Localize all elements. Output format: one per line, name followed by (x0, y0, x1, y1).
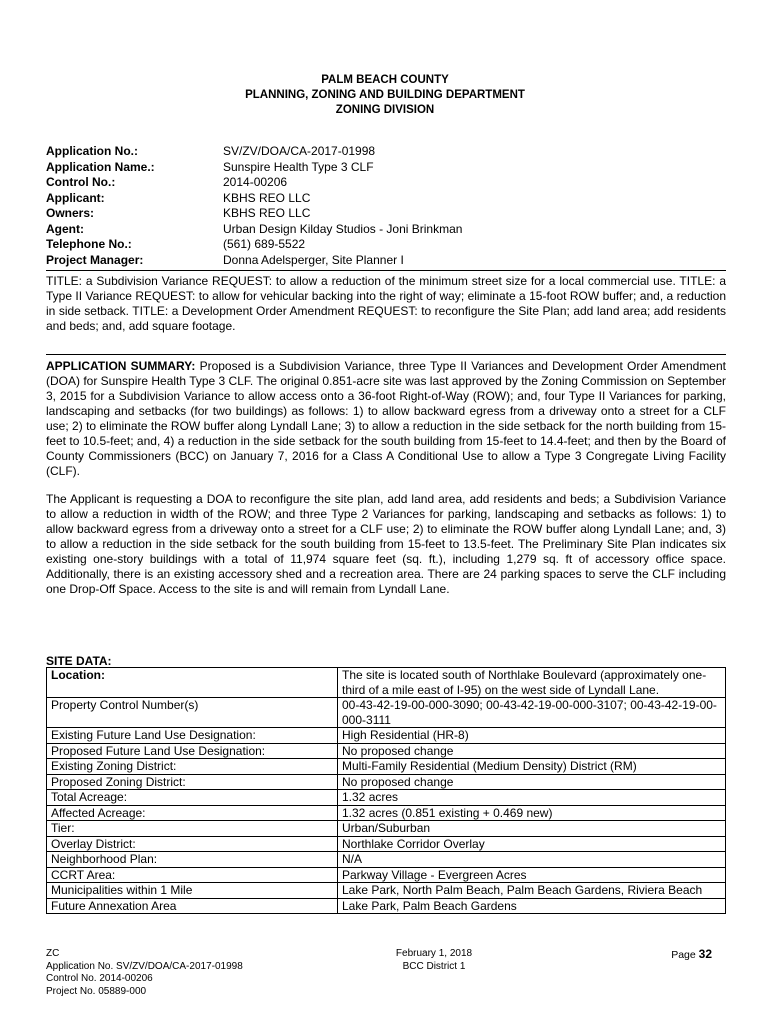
info-label: Agent: (46, 221, 84, 236)
info-value: (561) 689-5522 (223, 237, 306, 251)
info-row (46, 144, 726, 160)
table-row (47, 759, 726, 775)
site-key: Future Annexation Area (47, 898, 338, 914)
page-number: 32 (698, 947, 712, 961)
table-row (47, 836, 726, 852)
info-row (46, 222, 726, 238)
header-division: ZONING DIVISION (335, 104, 435, 116)
page-label: Page (671, 949, 696, 961)
info-row (46, 206, 726, 222)
site-value: Northlake Corridor Overlay (338, 836, 726, 852)
info-row (46, 253, 726, 269)
site-key: Proposed Future Land Use Designation: (47, 743, 338, 759)
application-info (46, 144, 726, 268)
site-key: Total Acreage: (47, 790, 338, 806)
title-request-block: TITLE: a Subdivision Variance REQUEST: to allow a reduction of the minimum street size for a local commercial use. TITLE: a Type II Variance REQUEST: to allow for vehicular backing into the right of way; eliminate a 15-foot ROW buffer; and, a reduction in side setback. TITLE: a Development Order Amendment REQUEST: to reconfigure the Site Plan; add land area; add residents and beds; and, add square footage. (46, 270, 726, 334)
info-value: 2014-00206 (223, 175, 288, 189)
site-value: 1.32 acres (0.851 existing + 0.469 new) (338, 805, 726, 821)
header-county: PALM BEACH COUNTY (321, 74, 449, 86)
table-row (47, 852, 726, 868)
summary-paragraph-2: The Applicant is requesting a DOA to reconfigure the site plan, add land area, add residents and beds; a Subdivision Variance to allow a reduction in width of the ROW; and three Type 2 Variances for parking, landscaping and setbacks as follows: 1) to allow backward egress from a driveway onto a street for a CLF use; 2) to eliminate the ROW buffer along Lyndall Lane; and, 3) to allow a reduction in the side setback for the south building from 15-feet to 13.5-feet. The Preliminary Site Plan indicates six existing one-story buildings with a total of 11,974 square feet (sq. ft.), including 1,279 sq. ft of accessory office space. Additionally, there is an existing accessory shed and a recreation area. There are 24 parking spaces to serve the CLF including one Drop-Off Space. Access to the site is and will remain from Lyndall Lane. (46, 492, 726, 596)
site-key: Proposed Zoning District: (47, 774, 338, 790)
site-key: Overlay District: (47, 836, 338, 852)
info-value: Urban Design Kilday Studios - Joni Brinkman (223, 221, 463, 236)
site-value: No proposed change (338, 774, 726, 790)
info-value: Sunspire Health Type 3 CLF (223, 159, 374, 174)
site-key: Municipalities within 1 Mile (47, 883, 338, 899)
footer-project-no: Project No. 05889-000 (46, 985, 147, 997)
site-value: Urban/Suburban (338, 821, 726, 837)
table-row (47, 668, 726, 698)
site-key: Affected Acreage: (47, 805, 338, 821)
table-row (47, 898, 726, 914)
site-value: Multi-Family Residential (Medium Density) District (RM) (338, 759, 726, 775)
site-key: CCRT Area: (47, 867, 338, 883)
site-value: The site is located south of Northlake Boulevard (approximately one-third of a mile east of I-95) on the west side of Lyndall Lane. (338, 668, 726, 698)
summary-paragraph-1 (46, 359, 726, 479)
table-row (47, 883, 726, 899)
table-row (47, 728, 726, 744)
site-value: N/A (338, 852, 726, 868)
summary-text-1: Proposed is a Subdivision Variance, three Type II Variances and Development Order Amendment (DOA) for Sunspire Health Type 3 CLF. The original 0.851-acre site was last approved by the Zoning Commission on September 3, 2015 for a Subdivision Variance to allow access onto a 36-foot Right-of-Way (ROW); and, four Type II Variances for parking, landscaping and setbacks (for two buildings) as follows: 1) to allow backward egress from a driveway onto a street for a CLF use; 2) to eliminate the ROW buffer along Lyndall Lane; 3) to allow a reduction in the side setback for the north building from 15-feet to 10.5-feet; and, 4) a reduction in the side setback for the south building from 15-feet to 14.4-feet; and then by the Board of County Commissioners (BCC) on January 7, 2016 for a Class A Conditional Use to allow a Type 3 Congregate Living Facility (CLF). (46, 359, 726, 478)
site-value: 00-43-42-19-00-000-3090; 00-43-42-19-00-000-3107; 00-43-42-19-00-000-3111 (338, 698, 726, 728)
info-row (46, 175, 726, 191)
info-label: Project Manager: (46, 252, 144, 267)
site-value: Lake Park, North Palm Beach, Palm Beach Gardens, Riviera Beach (338, 883, 726, 899)
header-department: PLANNING, ZONING AND BUILDING DEPARTMENT (245, 89, 525, 101)
info-label: Application Name.: (46, 159, 155, 174)
info-label: Applicant: (46, 190, 105, 205)
site-key: Property Control Number(s) (47, 698, 338, 728)
site-data-table (46, 667, 726, 914)
table-row (47, 821, 726, 837)
footer-application-no: Application No. SV/ZV/DOA/CA-2017-01998 (46, 960, 243, 972)
site-key: Location: (47, 668, 338, 698)
info-label: Application No.: (46, 144, 138, 158)
info-row (46, 191, 726, 207)
table-row (47, 743, 726, 759)
footer-left (46, 948, 243, 998)
info-row (46, 237, 726, 253)
table-row (47, 790, 726, 806)
summary-heading: APPLICATION SUMMARY: (46, 359, 196, 373)
site-key: Neighborhood Plan: (47, 852, 338, 868)
table-row (47, 698, 726, 728)
info-value: KBHS REO LLC (223, 190, 311, 205)
site-data-title: SITE DATA: (46, 654, 112, 668)
info-label: Owners: (46, 206, 95, 220)
site-value: 1.32 acres (338, 790, 726, 806)
footer-date: February 1, 2018 (395, 948, 473, 959)
footer-page (671, 948, 712, 962)
site-value: High Residential (HR-8) (338, 728, 726, 744)
application-summary (46, 354, 726, 610)
footer-center (364, 948, 504, 973)
info-label: Telephone No.: (46, 237, 132, 251)
site-value: Lake Park, Palm Beach Gardens (338, 898, 726, 914)
site-key: Existing Future Land Use Designation: (47, 728, 338, 744)
info-label: Control No.: (46, 175, 116, 189)
table-row (47, 867, 726, 883)
site-value: No proposed change (338, 743, 726, 759)
footer-district: BCC District 1 (402, 960, 466, 972)
footer-control-no: Control No. 2014-00206 (46, 973, 153, 984)
site-value: Parkway Village - Evergreen Acres (338, 867, 726, 883)
table-row (47, 774, 726, 790)
site-key: Tier: (47, 821, 338, 837)
table-row (47, 805, 726, 821)
info-value: KBHS REO LLC (223, 206, 311, 220)
info-value: Donna Adelsperger, Site Planner I (223, 252, 404, 267)
footer-zc: ZC (46, 948, 60, 959)
document-header (0, 73, 770, 118)
site-key: Existing Zoning District: (47, 759, 338, 775)
info-row (46, 160, 726, 176)
info-value: SV/ZV/DOA/CA-2017-01998 (223, 144, 376, 158)
